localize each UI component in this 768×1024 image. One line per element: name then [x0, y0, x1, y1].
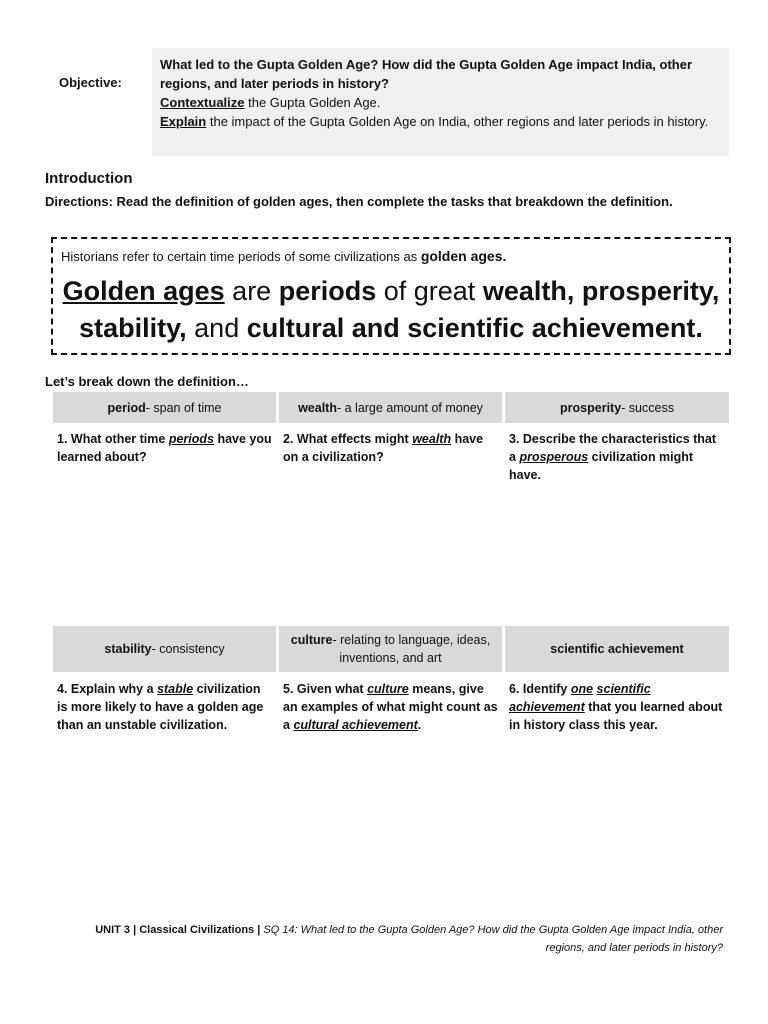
- question-text: have you learned about?: [57, 432, 272, 464]
- explain-text: the impact of the Gupta Golden Age on India, other regions and later periods in history.: [206, 114, 709, 129]
- header-definition: - relating to language, ideas, inventions, and art: [332, 633, 491, 665]
- definition-statement: [53, 273, 729, 347]
- header-definition: - success: [621, 400, 674, 415]
- header-wealth: [279, 392, 502, 423]
- header-scientific-achievement: [505, 626, 729, 672]
- question-text: .: [417, 718, 422, 732]
- definition-stability: stability,: [79, 313, 187, 343]
- header-term: scientific achievement: [550, 642, 684, 656]
- question-text: 3. Describe the characteristics that a: [509, 432, 717, 464]
- header-definition: - span of time: [145, 400, 222, 415]
- objective-contextualize: [160, 93, 721, 112]
- question-text: have on a civilization?: [283, 432, 484, 464]
- header-period: [53, 392, 276, 423]
- question-text: civilization might have.: [509, 450, 694, 482]
- objective-label: Objective:: [59, 75, 122, 90]
- question-keyword: scientific achievement: [509, 682, 651, 714]
- footer-question: SQ 14: What led to the Gupta Golden Age? How did the Gupta Golden Age impact India, other regions, and later periods in history?: [263, 924, 723, 954]
- question-6[interactable]: [505, 680, 729, 734]
- introduction-heading: Introduction: [45, 170, 133, 187]
- question-keyword: periods: [168, 432, 214, 446]
- definition-connector: are: [224, 276, 279, 306]
- objective-question: What led to the Gupta Golden Age? How did the Gupta Golden Age impact India, other regions, and later periods in history?: [160, 57, 693, 91]
- directions-text: Directions: Read the definition of golden ages, then complete the tasks that breakdown the definition.: [45, 194, 673, 209]
- header-term: stability: [104, 642, 152, 656]
- header-term: prosperity: [560, 400, 622, 415]
- question-3[interactable]: [505, 430, 729, 484]
- question-text: 1. What other time: [57, 432, 169, 446]
- definition-box: [51, 237, 731, 355]
- question-text: that you learned about in history class this year.: [509, 700, 723, 732]
- definition-connector: of great: [376, 276, 483, 306]
- question-keyword: culture: [367, 682, 409, 696]
- definition-intro-text: Historians refer to certain time periods of some civilizations as: [61, 249, 421, 264]
- header-stability: [53, 626, 276, 672]
- contextualize-verb: Contextualize: [160, 95, 245, 110]
- question-1[interactable]: [53, 430, 276, 484]
- definition-term: Golden ages: [62, 276, 225, 306]
- question-text: civilization is more likely to have a golden age than an unstable civilization.: [57, 682, 264, 732]
- header-term: wealth: [298, 400, 337, 415]
- objective-explain: [160, 112, 721, 131]
- question-text: 4. Explain why a: [57, 682, 158, 696]
- question-text: 5. Given what: [283, 682, 368, 696]
- definition-achievement: cultural and scientific achievement.: [246, 313, 703, 343]
- question-text: 2. What effects might: [283, 432, 413, 446]
- contextualize-text: the Gupta Golden Age.: [244, 95, 381, 110]
- question-keyword: stable: [157, 682, 194, 696]
- question-text: means, give an examples of what might count as a: [283, 682, 498, 732]
- breakdown-question-row-1: [53, 430, 729, 484]
- footer-unit: UNIT 3 | Classical Civilizations |: [95, 924, 264, 936]
- header-definition: - a large amount of money: [336, 400, 483, 415]
- question-2[interactable]: [279, 430, 502, 484]
- page-footer: [63, 921, 723, 957]
- question-keyword: cultural achievement: [293, 718, 418, 732]
- explain-verb: Explain: [160, 114, 207, 129]
- definition-connector: and: [186, 313, 247, 343]
- question-keyword: prosperous: [519, 450, 589, 464]
- breakdown-question-row-2: [53, 680, 729, 734]
- objective-box: [152, 48, 729, 156]
- definition-wealth-prosperity: wealth, prosperity,: [482, 276, 720, 306]
- header-culture: [279, 626, 502, 672]
- breakdown-label: Let’s break down the definition…: [45, 374, 249, 389]
- question-4[interactable]: [53, 680, 276, 734]
- question-keyword: wealth: [412, 432, 452, 446]
- definition-periods: periods: [278, 276, 377, 306]
- header-definition: - consistency: [151, 642, 225, 656]
- header-prosperity: [505, 392, 729, 423]
- question-5[interactable]: [279, 680, 502, 734]
- header-term: culture: [290, 633, 333, 647]
- breakdown-header-row-2: [53, 626, 729, 672]
- breakdown-header-row-1: [53, 392, 729, 423]
- question-keyword: one: [570, 682, 594, 696]
- question-text: 6. Identify: [509, 682, 571, 696]
- definition-intro: [61, 248, 506, 264]
- definition-intro-term: golden ages.: [420, 248, 507, 264]
- header-term: period: [107, 400, 146, 415]
